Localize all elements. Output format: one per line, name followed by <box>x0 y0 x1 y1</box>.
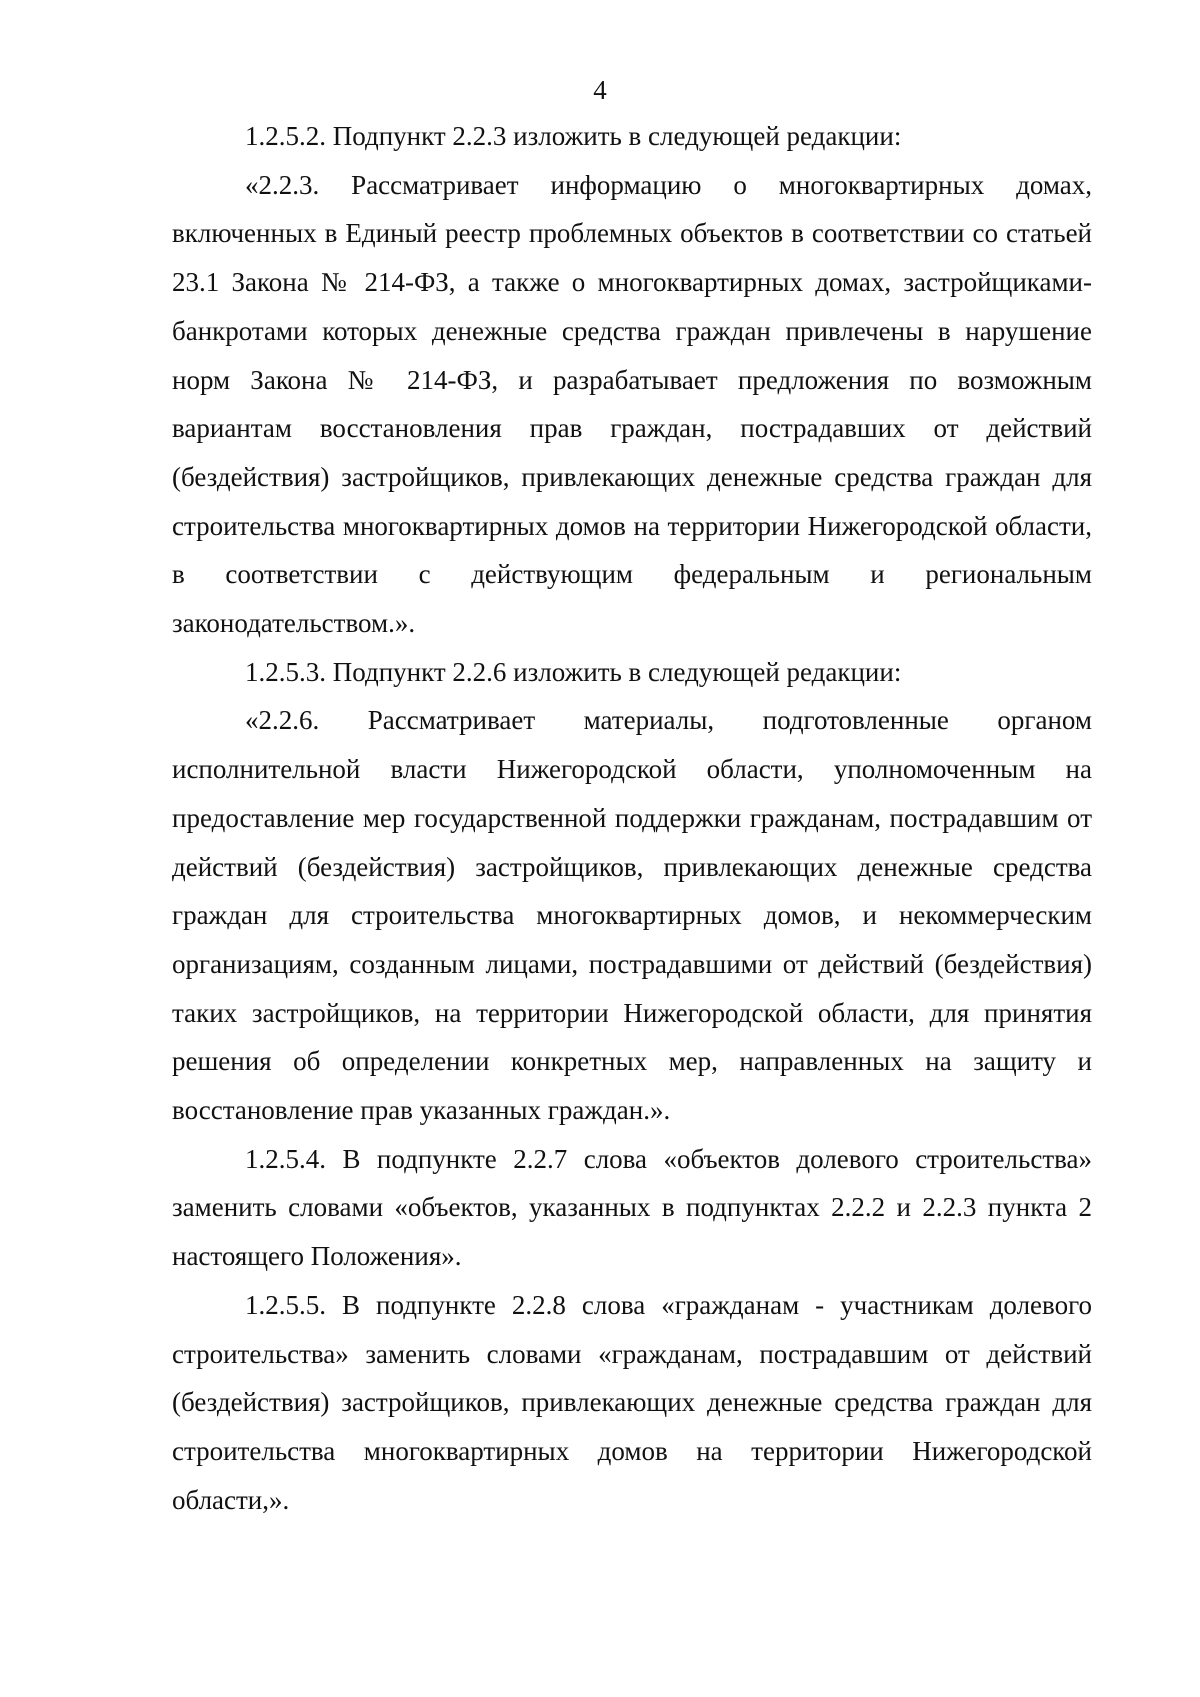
document-body <box>172 112 1092 1524</box>
paragraph-1-2-5-4: 1.2.5.4. В подпункте 2.2.7 слова «объектов долевого строительства» заменить словами «объектов, указанных в подпунктах 2.2.2 и 2.2.3 пункта 2 настоящего Положения». <box>172 1143 1092 1272</box>
paragraph-1-2-5-2: 1.2.5.2. Подпункт 2.2.3 изложить в следующей редакции: <box>245 121 902 151</box>
paragraph-2-2-3-text: «2.2.3. Рассматривает информацию о многоквартирных домах, включенных в Единый реестр проблемных объектов в соответствии со статьей 23.1 Закона № 214-ФЗ, а также о многоквартирных домах, застройщиками-банкротами которых денежные средства граждан привлечены в нарушение норм Закона № 214-ФЗ, и разрабатывает предложения по возможным вариантам восстановления прав граждан, пострадавших от действий (бездействия) застройщиков, привлекающих денежные средства граждан для строительства многоквартирных домов на территории Нижегородской области, в соответствии с действующим федеральным и региональным законодательством.». <box>172 169 1092 639</box>
paragraph-2-2-6-text: «2.2.6. Рассматривает материалы, подготовленные органом исполнительной власти Нижегородской области, уполномоченным на предоставление мер государственной поддержки гражданам, пострадавшим от действий (бездействия) застройщиков, привлекающих денежные средства граждан для строительства многоквартирных домов, и некоммерческим организациям, созданным лицами, пострадавшими от действий (бездействия) таких застройщиков, на территории Нижегородской области, для принятия решения об определении конкретных мер, направленных на защиту и восстановление прав указанных граждан.». <box>172 705 1092 1126</box>
paragraph-1-2-5-3: 1.2.5.3. Подпункт 2.2.6 изложить в следующей редакции: <box>245 656 902 687</box>
page-number: 4 <box>593 75 607 105</box>
paragraph-1-2-5-5: 1.2.5.5. В подпункте 2.2.8 слова «гражданам - участникам долевого строительства» заменить словами «гражданам, пострадавшим от действий (бездействия) застройщиков, привлекающих денежные средства граждан для строительства многоквартирных домов на территории Нижегородской области,». <box>172 1289 1092 1515</box>
